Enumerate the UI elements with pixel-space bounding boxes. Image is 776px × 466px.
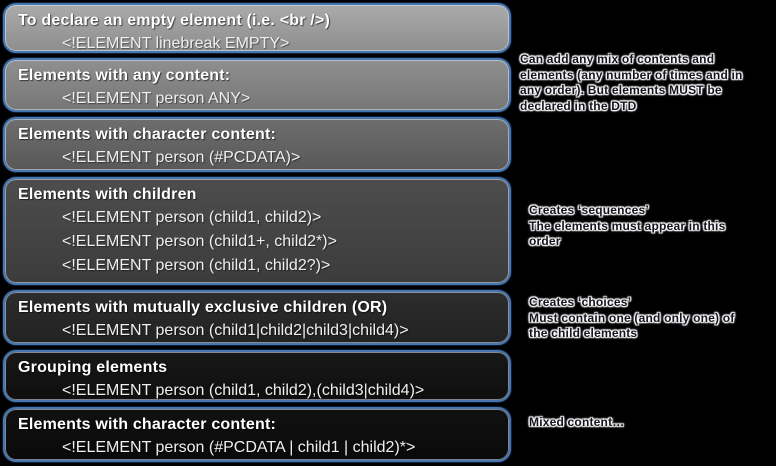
box-title: Elements with character content: bbox=[18, 126, 277, 143]
box-children bbox=[3, 177, 511, 285]
note-any-content bbox=[520, 52, 770, 114]
box-title: Elements with character content: bbox=[18, 416, 277, 433]
box-title: Elements with any content: bbox=[18, 67, 231, 84]
dtd-code-line: <!ELEMENT person (child1, child2)> bbox=[62, 209, 322, 226]
dtd-code-line: <!ELEMENT person (#PCDATA)> bbox=[62, 149, 301, 166]
dtd-code-line: <!ELEMENT person ANY> bbox=[62, 90, 251, 107]
dtd-code-line: <!ELEMENT person (#PCDATA | child1 | child2)*> bbox=[62, 439, 416, 456]
note-line: Must contain one (and only one) of bbox=[529, 310, 735, 325]
box-any-content bbox=[3, 58, 511, 112]
note-line: order bbox=[529, 234, 561, 248]
note-line: declared in the DTD bbox=[520, 98, 637, 113]
note-mixed-content bbox=[529, 415, 776, 431]
dtd-code-line: <!ELEMENT person (child1|child2|child3|child4)> bbox=[62, 322, 409, 339]
note-line: Mixed content… bbox=[529, 415, 625, 429]
box-title: Grouping elements bbox=[18, 359, 168, 376]
note-line: Can add any mix of contents and bbox=[520, 52, 715, 66]
note-choices bbox=[529, 295, 776, 342]
note-line: any order). But elements MUST be bbox=[520, 83, 722, 97]
box-character-content bbox=[3, 117, 511, 172]
box-mixed-content bbox=[3, 407, 511, 462]
note-sequences bbox=[529, 203, 776, 250]
dtd-code-line: <!ELEMENT person (child1, child2),(child3|child4)> bbox=[62, 382, 425, 399]
note-line: the child elements bbox=[529, 326, 638, 340]
note-line: Creates ‘choices’ bbox=[529, 295, 632, 309]
note-line: The elements must appear in this bbox=[529, 218, 726, 233]
dtd-code-line: <!ELEMENT person (child1+, child2*)> bbox=[62, 233, 337, 250]
dtd-code-line: <!ELEMENT linebreak EMPTY> bbox=[62, 35, 290, 52]
note-line: Creates ‘sequences’ bbox=[529, 203, 649, 217]
dtd-code-line: <!ELEMENT person (child1, child2?)> bbox=[62, 257, 331, 274]
box-mutually-exclusive-children bbox=[3, 290, 511, 345]
box-grouping-elements bbox=[3, 350, 511, 402]
box-title: Elements with mutually exclusive children (OR) bbox=[18, 299, 388, 316]
box-title: To declare an empty element (i.e. <br />) bbox=[18, 12, 331, 29]
box-empty-element bbox=[3, 3, 511, 53]
note-line: elements (any number of times and in bbox=[520, 67, 743, 82]
box-title: Elements with children bbox=[18, 186, 197, 203]
